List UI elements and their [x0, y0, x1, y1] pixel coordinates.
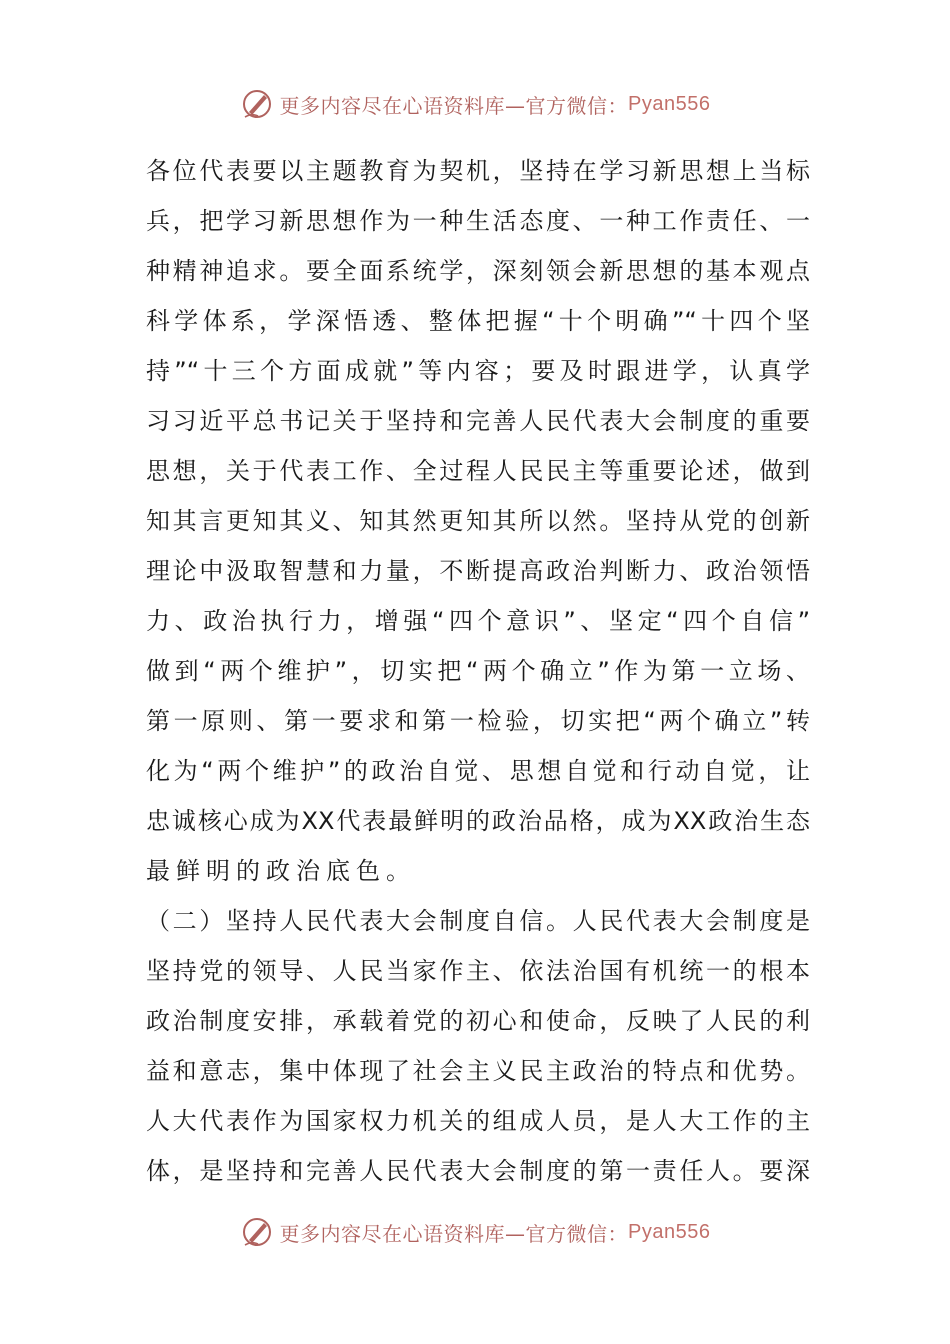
- text-line: 化为“两个维护”的政治自觉、思想自觉和行动自觉，让: [146, 757, 810, 785]
- pen-seal-icon: [240, 1215, 274, 1249]
- text-line: 理论中汲取智慧和力量，不断提高政治判断力、政治领悟: [146, 557, 810, 585]
- text-line: 政治制度安排，承载着党的初心和使命，反映了人民的利: [146, 1007, 810, 1035]
- header-watermark: [0, 84, 950, 124]
- paragraph-2: [146, 896, 810, 1196]
- text-line: 习习近平总书记关于坚持和完善人民代表大会制度的重要: [146, 407, 810, 435]
- paragraph-1: [146, 146, 810, 896]
- text-line: 益和意志，集中体现了社会主义民主政治的特点和优势。: [146, 1057, 810, 1085]
- text-line: 持”“十三个方面成就”等内容；要及时跟进学，认真学: [146, 357, 810, 385]
- text-line: 坚持党的领导、人民当家作主、依法治国有机统一的根本: [146, 957, 810, 985]
- text-line: 人大代表作为国家权力机关的组成人员，是人大工作的主: [146, 1107, 810, 1135]
- text-line: 科学体系，学深悟透、整体把握“十个明确”“十四个坚: [146, 307, 810, 335]
- watermark-wechat-id: Pyan556: [628, 92, 711, 115]
- text-line: （二）坚持人民代表大会制度自信。人民代表大会制度是: [146, 907, 810, 935]
- text-line: 力、政治执行力，增强“四个意识”、坚定“四个自信”: [146, 607, 810, 635]
- text-line: 兵，把学习新思想作为一种生活态度、一种工作责任、一: [146, 207, 810, 235]
- text-line: 忠诚核心成为XX代表最鲜明的政治品格，成为XX政治生态: [146, 807, 810, 835]
- text-line: 种精神追求。要全面系统学，深刻领会新思想的基本观点: [146, 257, 810, 285]
- text-line: 第一原则、第一要求和第一检验，切实把“两个确立”转: [146, 707, 810, 735]
- watermark-text: 更多内容尽在心语资料库—官方微信：: [279, 93, 629, 118]
- text-line: 做到“两个维护”，切实把“两个确立”作为第一立场、: [146, 657, 810, 685]
- document-body: [146, 146, 810, 1196]
- footer-watermark: [0, 1212, 950, 1252]
- text-line: 最鲜明的政治底色。: [146, 857, 416, 885]
- pen-seal-icon: [240, 87, 274, 121]
- text-line: 各位代表要以主题教育为契机，坚持在学习新思想上当标: [146, 157, 810, 185]
- text-line: 知其言更知其义、知其然更知其所以然。坚持从党的创新: [146, 507, 810, 535]
- text-line: 体，是坚持和完善人民代表大会制度的第一责任人。要深: [146, 1157, 810, 1185]
- watermark-wechat-id: Pyan556: [628, 1220, 711, 1243]
- watermark-text: 更多内容尽在心语资料库—官方微信：: [279, 1221, 629, 1246]
- text-line: 思想，关于代表工作、全过程人民民主等重要论述，做到: [146, 457, 810, 485]
